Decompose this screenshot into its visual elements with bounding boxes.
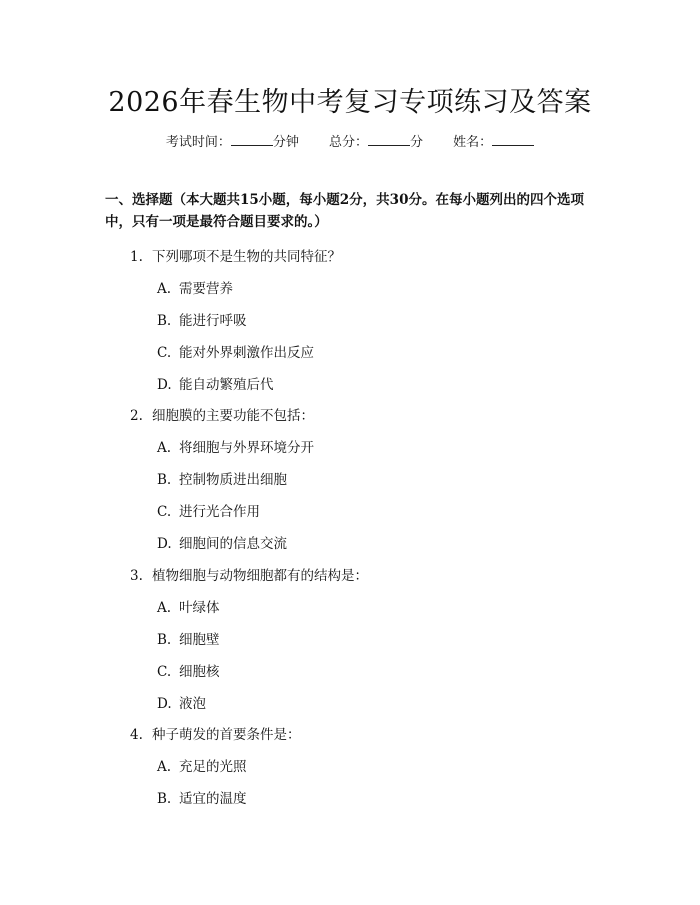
option-text: 液泡 (179, 696, 206, 712)
question-4 (130, 723, 301, 743)
question-number: 4. (130, 727, 143, 743)
question-text: 下列哪项不是生物的共同特征？ (152, 249, 341, 265)
question-2 (130, 404, 314, 424)
option-letter: A. (157, 600, 172, 616)
question-2-option-d (157, 532, 287, 552)
option-letter: A. (157, 281, 172, 297)
exam-time-field (166, 131, 299, 150)
question-1 (130, 245, 341, 265)
option-text: 细胞核 (179, 664, 220, 680)
question-3-option-c (157, 660, 220, 680)
option-text: 进行光合作用 (179, 504, 260, 520)
option-text: 叶绿体 (179, 600, 220, 616)
question-3-option-a (157, 596, 220, 616)
option-text: 细胞壁 (179, 632, 220, 648)
option-letter: A. (157, 440, 172, 456)
option-letter: D. (157, 696, 172, 712)
total-score-label: 总分： (328, 135, 368, 150)
exam-info-line (0, 131, 700, 150)
question-2-option-b (157, 468, 287, 488)
name-label: 姓名： (453, 135, 493, 150)
option-letter: D. (157, 536, 172, 552)
question-1-option-c (157, 341, 314, 361)
question-text: 种子萌发的首要条件是： (152, 727, 301, 743)
option-letter: B. (157, 313, 172, 329)
question-1-option-b (157, 309, 247, 329)
question-3 (130, 564, 368, 584)
option-text: 充足的光照 (179, 759, 247, 775)
option-text: 控制物质进出细胞 (179, 472, 287, 488)
question-2-option-a (157, 436, 314, 456)
question-4-option-a (157, 755, 247, 775)
option-letter: C. (157, 664, 172, 680)
question-2-option-c (157, 500, 260, 520)
name-blank (492, 135, 534, 146)
option-text: 能自动繁殖后代 (179, 377, 274, 393)
option-letter: B. (157, 632, 172, 648)
question-3-option-d (157, 692, 206, 712)
exam-time-label: 考试时间： (165, 135, 231, 150)
option-letter: C. (157, 345, 172, 361)
option-letter: D. (157, 377, 172, 393)
question-text: 植物细胞与动物细胞都有的结构是： (152, 568, 368, 584)
question-1-option-d (157, 373, 274, 393)
document-title: 2026年春生物中考复习专项练习及答案 (108, 87, 592, 118)
question-number: 1. (130, 249, 143, 265)
name-field (453, 131, 534, 150)
option-text: 将细胞与外界环境分开 (179, 440, 314, 456)
option-letter: C. (157, 504, 172, 520)
total-score-blank (368, 135, 410, 146)
exam-time-unit: 分钟 (272, 135, 299, 150)
total-score-field (329, 131, 423, 150)
option-letter: A. (157, 759, 172, 775)
total-score-unit: 分 (410, 135, 424, 150)
question-4-option-b (157, 787, 247, 807)
exam-time-blank (231, 135, 273, 146)
option-text: 需要营养 (179, 281, 233, 297)
section-heading: 一、选择题（本大题共15小题，每小题2分，共30分。在每小题列出的四个选项中，只有一项是最符合题目要求的。） (105, 192, 584, 230)
option-letter: B. (157, 791, 172, 807)
option-text: 适宜的温度 (179, 791, 247, 807)
option-text: 能对外界刺激作出反应 (179, 345, 314, 361)
question-text: 细胞膜的主要功能不包括： (152, 408, 314, 424)
question-number: 3. (130, 568, 143, 584)
question-number: 2. (130, 408, 143, 424)
question-1-option-a (157, 277, 233, 297)
option-text: 能进行呼吸 (179, 313, 247, 329)
option-text: 细胞间的信息交流 (179, 536, 287, 552)
question-3-option-b (157, 628, 220, 648)
option-letter: B. (157, 472, 172, 488)
